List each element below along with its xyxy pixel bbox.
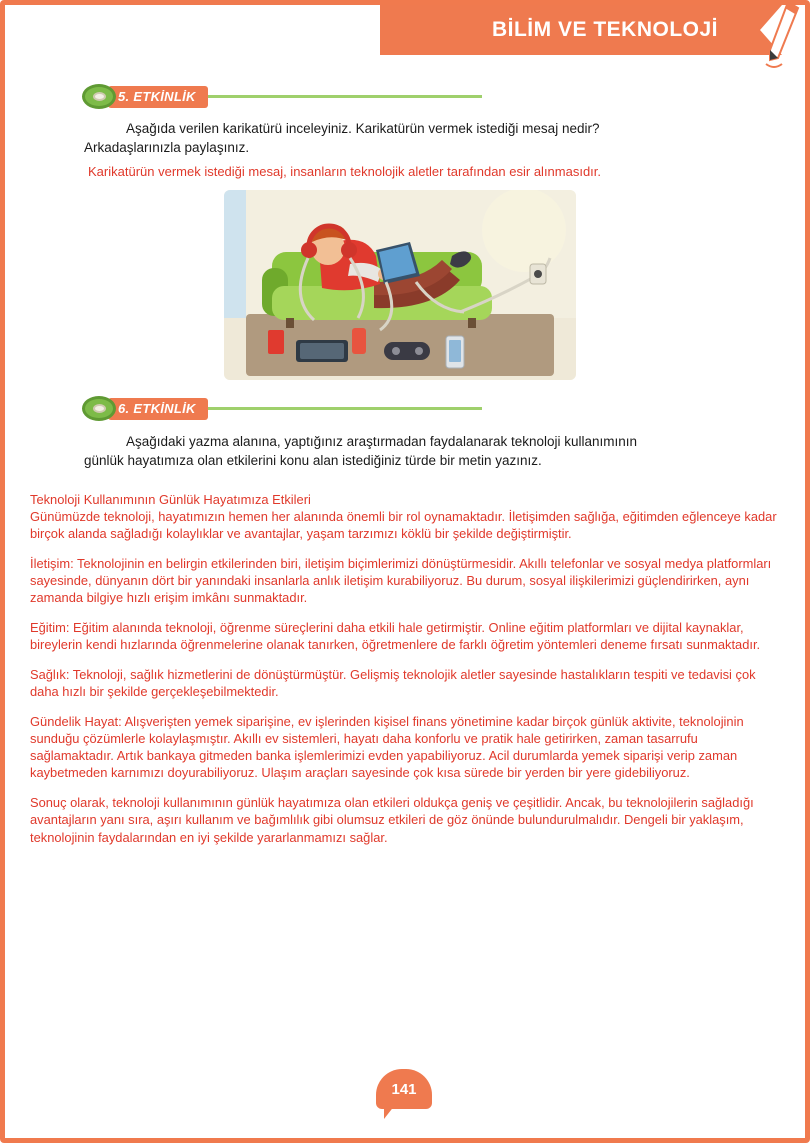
essay-paragraph: Sonuç olarak, teknoloji kullanımının günlük hayatımıza olan etkileri oldukça geniş ve çeşitlidir. Ancak, bu teknolojilerin sağladığı avantajların yanı sıra, aşırı kullanım ve bağımlılık gibi olumsuz etkileri de göz önünde bulundurulmalıdır. Dengeli bir yaklaşım, teknolojinin faydalarından en iyi şekilde yararlanmamızı sağlar. [30, 795, 754, 845]
tape-roll-icon [82, 396, 116, 421]
activity-6-header [82, 396, 482, 421]
activity-5-label: 5. ETKİNLİK [108, 86, 208, 108]
activity-6-prompt-line2: günlük hayatımıza olan etkilerini konu alan istediğiniz türde bir metin yazınız. [84, 452, 542, 468]
page-number-tail [384, 1105, 395, 1119]
pen-icon [758, 0, 804, 72]
activity-5-rule [205, 95, 482, 98]
essay-answer-area[interactable] [30, 491, 782, 846]
essay-paragraph: Gündelik Hayat: Alışverişten yemek siparişine, ev işlerinden kişisel finans yönetimine kadar birçok günlük aktivite, teknolojinin sunduğu çözümlerle kolaylaşmıştır. Akıllı ev sistemleri, hayatı daha konforlu ve pratik hale getirirken, zaman tasarrufu sağlamaktadır. Artık bankaya gitmeden banka işlemlerimizi evden yapabiliyoruz. Acil durumlarda yemek siparişi verip zaman kaybetmeden karnımızı doyurabiliyoruz. Ulaşım araçları sayesinde çok kısa sürede bir yerden bir yere gidebiliyoruz. [30, 714, 744, 781]
essay-paragraph: Sağlık: Teknoloji, sağlık hizmetlerini de dönüştürmüştür. Gelişmiş teknolojik aletler sayesinde hastalıkların tespiti ve tedavisi çok daha hızlı bir şekilde gerçekleşebilmektedir. [30, 667, 756, 700]
activity-6-label: 6. ETKİNLİK [108, 398, 208, 420]
activity-5-prompt-line2: Arkadaşlarınızla paylaşınız. [84, 139, 250, 155]
activity-6-prompt-line1: Aşağıdaki yazma alanına, yaptığınız araştırmadan faydalanarak teknoloji kullanımının [126, 434, 638, 449]
activity-5-prompt [84, 120, 724, 157]
essay-paragraph: İletişim: Teknolojinin en belirgin etkilerinden biri, iletişim biçimlerimizi dönüştürmesidir. Akıllı telefonlar ve sosyal medya platformları sayesinde, dünyanın dört bir yanındaki insanlarla anlık iletişim kurabiliyoruz. Bu durum, sosyal ilişkilerimizi güçlendirirken, aynı zamanda bilgiye hızlı erişim imkânı sunmaktadır. [30, 556, 772, 606]
tape-roll-icon [82, 84, 116, 109]
essay-paragraph: Eğitim: Eğitim alanında teknoloji, öğrenme süreçlerini daha etkili hale getirmiştir. Online eğitim platformları ve dijital kaynaklar, bireylerin kendi hızlarında öğrenmelerine olanak tanırken, öğretmenlere de farklı öğretim yöntemleri deneme fırsatı sunmaktadır. [30, 620, 761, 653]
activity-5-header [82, 84, 482, 109]
page-number: 141 [376, 1069, 432, 1109]
activity-5-prompt-line1: Aşağıda verilen karikatürü inceleyiniz. Karikatürün vermek istediği mesaj nedir? [126, 121, 600, 136]
essay-title: Teknoloji Kullanımının Günlük Hayatımıza Etkileri Günümüzde teknoloji, hayatımızın hemen her alanında önemli bir rol oynamaktadır. İletişimden sağlığa, eğitimden eğlenceye kadar birçok alanda sağladığı kolaylıklar ve avantajlar, yaşam tarzımızı köklü bir şekilde değiştirmiştir. [30, 492, 777, 542]
activity-5-answer: Karikatürün vermek istediği mesaj, insanların teknolojik aletler tarafından esir alınmasıdır. [88, 164, 602, 179]
page-number-badge [376, 1069, 434, 1125]
cartoon-illustration [224, 190, 576, 380]
header-banner [380, 5, 760, 55]
activity-6-prompt [84, 433, 764, 470]
activity-6-rule [205, 407, 482, 410]
page-title: BİLİM VE TEKNOLOJİ [491, 18, 718, 41]
